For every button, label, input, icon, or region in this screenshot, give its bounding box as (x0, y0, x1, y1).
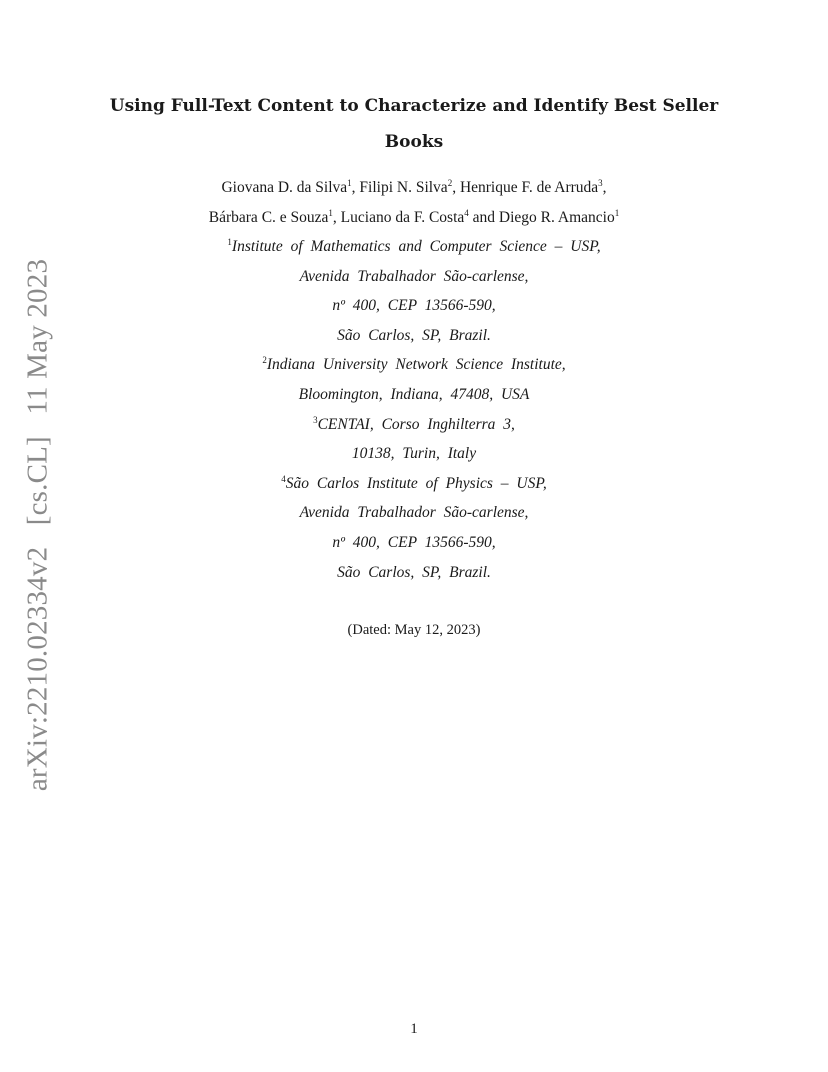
affiliation-line: São Carlos, SP, Brazil. (337, 563, 491, 581)
author-name: Giovana D. da Silva (221, 179, 348, 196)
author-mark: 1 (614, 207, 620, 218)
affiliation-text: CENTAI, Corso Inghilterra 3, (317, 415, 515, 433)
author-mark: 1 (347, 178, 352, 188)
affiliation-text: Indiana University Network Science Institute, (266, 356, 566, 374)
affiliation-mark: 4 (281, 473, 286, 484)
affiliation-text: São Carlos Institute of Physics – USP, (285, 474, 547, 492)
author-name: Luciano da F. Costa (340, 208, 465, 226)
affiliation-line: Avenida Trabalhador São-carlense, (299, 267, 529, 285)
page-number: 1 (410, 1021, 418, 1037)
arxiv-stamp (22, 245, 55, 791)
affiliation-line: Bloomington, Indiana, 47408, USA (298, 385, 530, 403)
arxiv-id: arXiv:2210.02334v2 (21, 546, 54, 792)
affiliation-line (80, 410, 748, 440)
paper-title (80, 88, 748, 160)
author-name: Henrique F. de Arruda (459, 179, 599, 196)
affiliation-line: São Carlos, SP, Brazil. (337, 326, 491, 344)
affiliation-mark: 1 (227, 237, 232, 247)
arxiv-category: [cs.CL] (21, 436, 54, 526)
author-list (80, 173, 748, 232)
affiliation-line: nº 400, CEP 13566-590, (332, 533, 496, 551)
affiliation-mark: 2 (262, 355, 267, 366)
author-line-1 (80, 173, 748, 203)
affiliation-mark: 3 (313, 414, 318, 425)
author-separator: , (452, 179, 460, 196)
author-mark: 4 (464, 207, 469, 218)
arxiv-date: 11 May 2023 (21, 258, 54, 415)
affiliation-line (80, 350, 748, 380)
author-name: Diego R. Amancio (498, 208, 615, 226)
author-separator: , (332, 208, 341, 226)
author-separator: , (602, 179, 607, 196)
dated-line: (Dated: May 12, 2023) (347, 622, 481, 638)
author-mark: 3 (598, 178, 603, 188)
affiliation-line (80, 469, 748, 499)
author-name: Bárbara C. e Souza (208, 208, 329, 226)
affiliation-line: nº 400, CEP 13566-590, (332, 297, 496, 315)
author-line-2 (80, 203, 748, 233)
affiliation-line: 10138, Turin, Italy (351, 445, 477, 463)
author-mark: 2 (447, 178, 453, 188)
affiliation-line (80, 232, 748, 262)
author-separator: , (351, 179, 360, 196)
affiliation-list (80, 232, 748, 587)
title-line-1: Using Full-Text Content to Characterize and Identify Best Seller (109, 96, 719, 116)
title-line-2: Books (384, 132, 444, 152)
author-separator: and (468, 208, 499, 226)
author-mark: 1 (328, 207, 333, 218)
author-name: Filipi N. Silva (359, 179, 448, 196)
affiliation-text: Institute of Mathematics and Computer Science – USP, (231, 238, 601, 255)
affiliation-line: Avenida Trabalhador São-carlense, (299, 504, 529, 522)
